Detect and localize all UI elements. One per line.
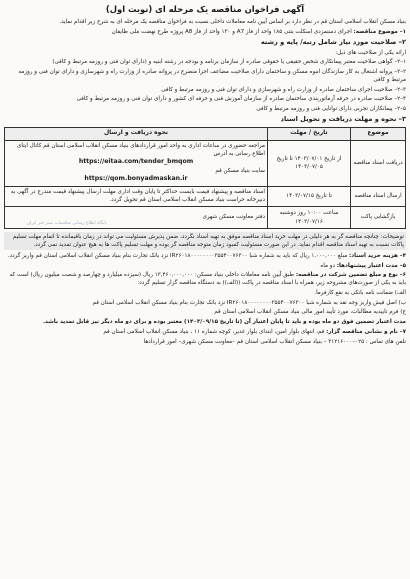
guarantee-text: طبق آیین نامه معاملات داخلی بنیاد مسکن: ۱۳,۴۶۰,۰۰۰,۰۰۰ ریال (سیزده میلیارد و چهارصد و شصت میلیون ریال) است که باید به یکی از صورت‌های مشروحه زیر، همراه با اسناد مناقصه در پاکت ((الف)) به دستگاه مناقصه گزار تسلیم گردد: bbox=[9, 272, 406, 287]
guarantee-item: ج) فرم تاییدیه مطالبات، مورد تأیید امور مالی بنیاد مسکن انقلاب اسلامی استان قم bbox=[214, 309, 406, 316]
section-subject bbox=[4, 28, 406, 36]
contact-phone: تلفن های تماس : ۰۲۵–۳۱۲۱۶۰۰۰ – بنیاد مسکن انقلاب اسلامی استان قم –معاونت مسکن شهری– امور قراردادها bbox=[143, 338, 406, 345]
tender-notice bbox=[4, 3, 406, 573]
guarantee-item: ب) اصل فیش واریز وجه نقد به شماره شبا IR۲۶۰۱۸۰۰۰۰۰۰۰۰۳۵۵۴۰۰۷۶۳۰۰ نزد بانک تجارت بنام بنیاد مسکن انقلاب اسلامی استان قم bbox=[92, 299, 406, 306]
validity-label: ۵– مدت اعتبار پیشنهادها: bbox=[336, 262, 406, 269]
notes-text: توضیحات: چنانچه مناقصه گر به هر دلیلی در مهلت خرید اسناد مناقصه موفق به تهیه اسناد نگردد، ضمن پذیرش مسئولیت می تواند در زمان باقیمانده تا اتمام مهلت تسلیم پاکات نسبت به تهیه اسناد مناقصه اقدام نماید. در این صورت مسئولیت کمبود زمان متوجه مناقصه گر بوده و مهلت تسلیم پاکت ها به هیچ عنوان تمدید نمی گردد. bbox=[4, 232, 406, 250]
header-topic: موضوع bbox=[351, 127, 406, 140]
schedule-table bbox=[4, 127, 406, 229]
row-date: تا تاریخ ۱۴۰۳/۰۷/۱۵ bbox=[268, 186, 351, 206]
guarantee-note: مدت اعتبار تضمین فوق دو ماه بوده و باید تا پایان اعتبار آن (تا تاریخ ۱۴۰۳/۰۹/۱۵) معتبر بوده و برای دو ماه دیگر نیز قابل تمدید باشد. bbox=[42, 319, 406, 326]
method-text: دفتر معاونت مسکن شهری bbox=[202, 214, 265, 221]
qualification-item: ۵–۲– پیمانکاران تجربی دارای توانایی فنی و روزمه مرتبط و کافی bbox=[256, 106, 406, 113]
guarantee-label: ۶– نوع و مبلغ تضمین شرکت در مناقصه: bbox=[295, 272, 406, 279]
row-date: از تاریخ ۱۴۰۳/۰۷/۰۱ تا تاریخ ۱۴۰۳/۰۷/۰۵ bbox=[268, 140, 351, 186]
notice-title: آگهی فراخوان مناقصه یک مرحله ای (نوبت اول) bbox=[105, 4, 305, 14]
qualification-intro: ارائه یکی از صلاحیت های ذیل: bbox=[335, 49, 406, 56]
table-row bbox=[5, 140, 406, 186]
watermark-stamp: پایگاه اطلاع رسانی مناقصات نشر خبر ایران bbox=[27, 220, 107, 226]
address-text: قم، انتهای بلوار امین، ابتدای بلوار غدیر، کوچه شماره ۱۱ ، بنیاد مسکن انقلاب اسلامی استان قم bbox=[103, 328, 325, 335]
method-text-2: سایت بنیاد مسکن قم bbox=[215, 168, 265, 175]
row-topic: ارسال اسناد مناقصه bbox=[351, 186, 406, 206]
section-validity bbox=[4, 262, 406, 270]
intro-text: بنیاد مسکن انقلاب اسلامی استان قم در نظر دارد بر اساس آیین نامه معاملات داخلی نسبت به فراخوان مناقصه یک مرحله ای به شرح زیر اقدام نماید. bbox=[59, 19, 406, 26]
qualification-item: ۲–۲– پروانه اشتغال به کار سازندگان انبوه مسکن و ساختمان دارای صلاحیت مضاعف اجرا منضرج در پروانه صادره از وزارت راه و شهرسازی و دارای توان فنی و روزمه مرتبط و کافی bbox=[18, 68, 406, 84]
guarantee-item: الف) ضمانت نامه بانکی به نفع کارفرما. bbox=[314, 290, 406, 297]
qualification-item: ۴–۲– صلاحیت صادره در حرفه آرماتوربندی ساختمان صادره از سازمان آموزش فنی و حرفه ای کشور و دارای توان فنی و روزمه مرتبط و کافی bbox=[76, 96, 406, 103]
row-method: اسناد مناقصه و پیشنهاد قیمت بایست حداکثر تا پایان وقت اداری مهلت ارسال پیشنهاد قیمت مندرج در آگهی به دبیرخانه حراست بنیاد مسکن انقلاب اسلامی استان قم تحویل گردد. bbox=[5, 186, 268, 206]
schedule-heading: ۳– نحوه و مهلت دریافت و تحویل اسناد bbox=[280, 115, 406, 124]
address-label: ۷– نام و نشانی مناقصه گزار: bbox=[326, 328, 406, 335]
qualification-heading: ۲– صلاحیت مورد نیاز شامل رتبه/ پایه و رشته bbox=[260, 38, 406, 46]
qualification-item: ۱–۲– گواهی صلاحیت معتبر پیمانکاری شخص حقیقی یا حقوقی صادره از سازمان برنامه و بودجه در رشته ابنیه و (دارای توان فنی و روزمه مرتبط و کافی) bbox=[52, 59, 406, 66]
section-fee bbox=[4, 252, 406, 260]
header-method: نحوه دریافت و ارسال bbox=[5, 127, 268, 140]
table-header-row bbox=[5, 127, 406, 140]
subject-text: اجرای دستمزدی اسکلت بتنی ۱۸۵ واحد از فاز A7 و ۱۳۰ واحد از فاز A8 پروژه طرح نهضت ملی طایقان bbox=[111, 28, 352, 35]
row-date: ساعت ۱۰:۰۰ روز دوشنبه ۱۴۰۳/۰۷/۱۶ bbox=[268, 207, 351, 229]
row-method bbox=[5, 140, 268, 186]
eitaa-link[interactable]: https://eitaa.com/tender_bmqom bbox=[78, 158, 194, 166]
validity-text: دو ماه bbox=[320, 262, 335, 269]
row-topic: دریافت اسناد مناقصه bbox=[351, 140, 406, 186]
qualification-item: ۳–۲– صلاحیت اجرای ساختمان صادره از وزارت راه و شهرسازی و دارای توان فنی و روزمه مرتبط و کافی bbox=[161, 86, 406, 93]
section-address bbox=[4, 328, 406, 336]
row-method bbox=[5, 207, 268, 229]
fee-text: مبلغ ۱,۰۰۰,۰۰۰ ریال که باید به شماره شبا IR۲۶۰۱۸۰۰۰۰۰۰۰۰۳۵۵۴۰۰۷۶۳۰۰ نزد بانک تجارت بنام بنیاد مسکن انقلاب اسلامی استان قم واریز گردد. bbox=[7, 252, 348, 259]
row-topic: بازگشایی پاکت bbox=[351, 207, 406, 229]
website-link[interactable]: https://qom.bonyadmaskan.ir bbox=[84, 175, 188, 183]
header-date: تاریخ / مهلت bbox=[268, 127, 351, 140]
section-guarantee bbox=[4, 271, 406, 287]
table-row bbox=[5, 207, 406, 229]
method-text: مراجعه حضوری در ساعات اداری به واحد امور قراردادهای بنیاد مسکن انقلاب اسلامی استان قم کانال ایتای اطلاع رسانی به آدرس bbox=[17, 143, 265, 158]
table-row bbox=[5, 186, 406, 206]
subject-label: ۱– موضوع مناقصه: bbox=[353, 28, 406, 35]
fee-label: ۴– هزینه خرید اسناد: bbox=[349, 252, 406, 259]
